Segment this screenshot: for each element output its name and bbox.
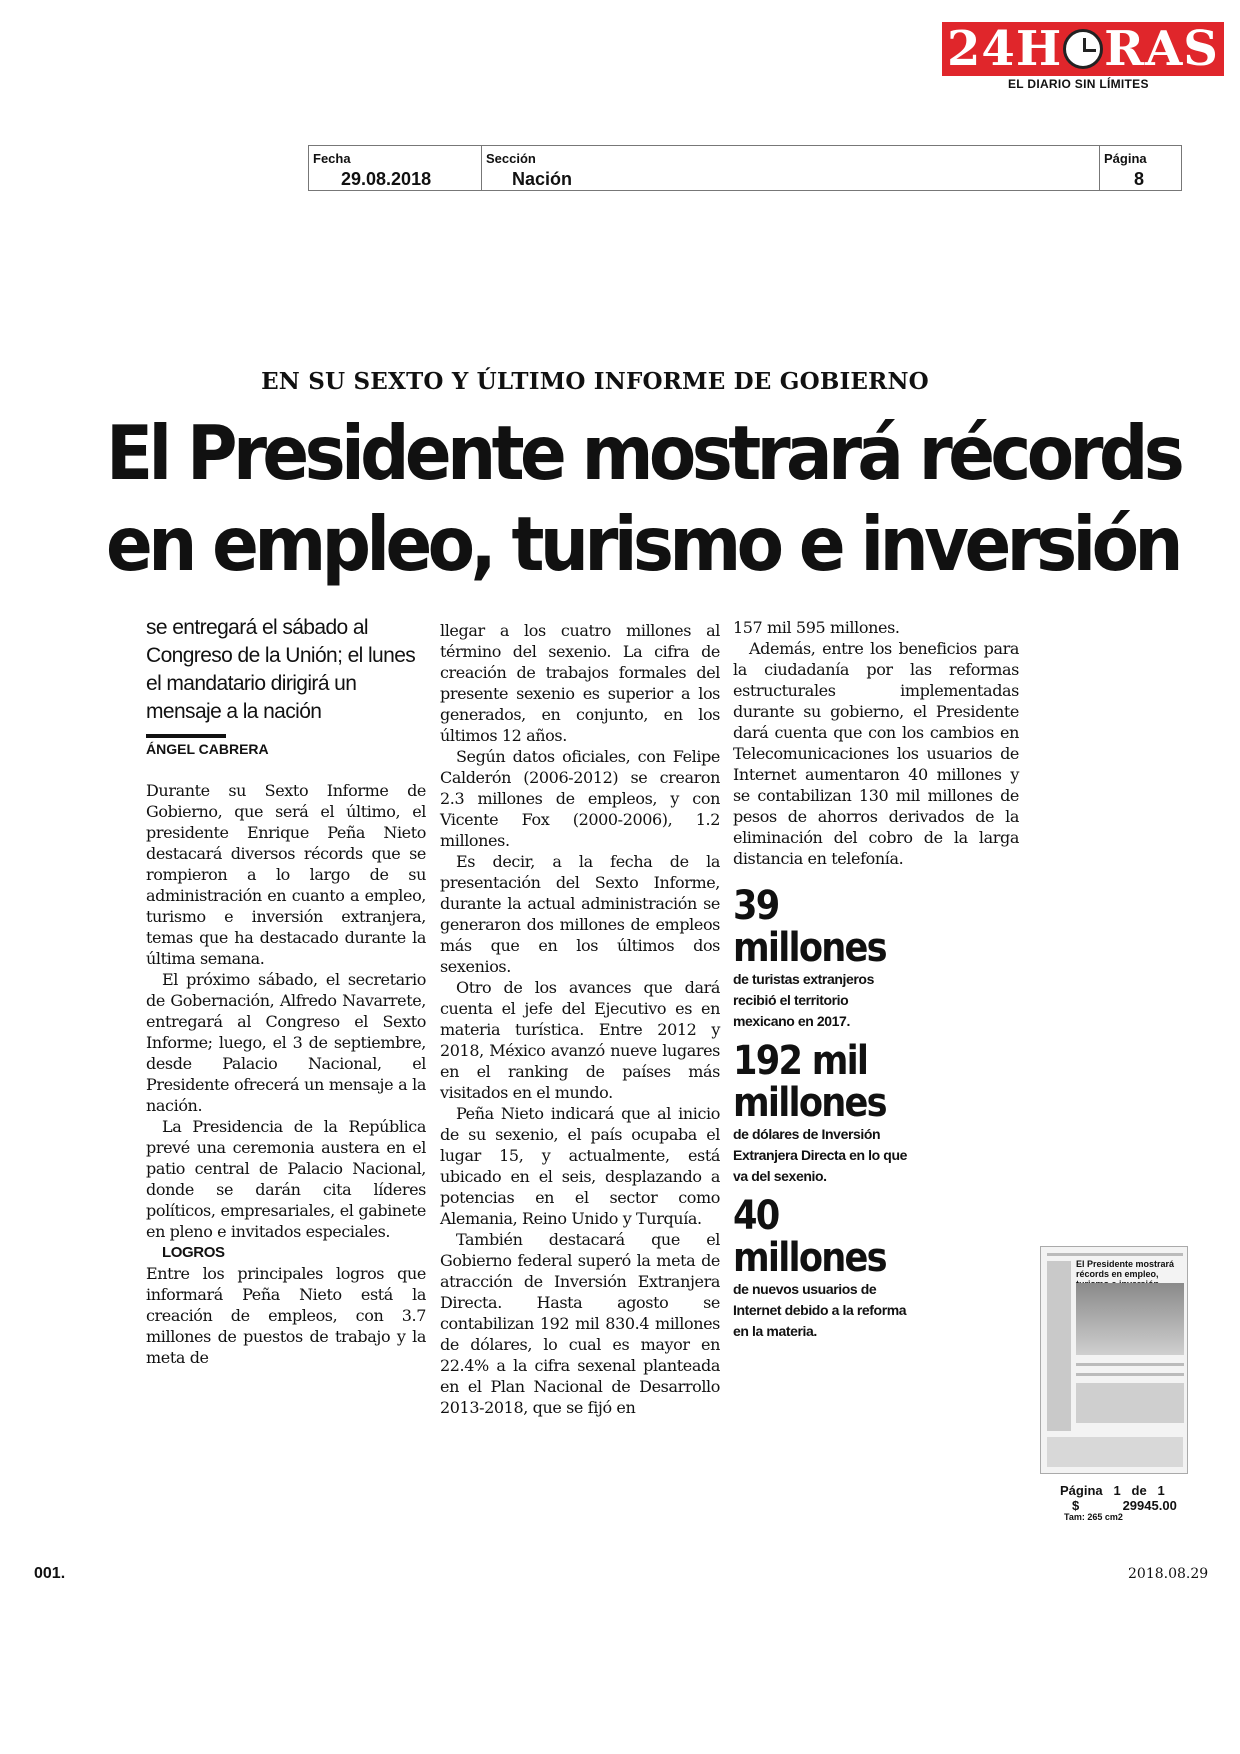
paragraph: Otro de los avances que dará cuenta el jefe del Ejecutivo es en materia turística. Entre 2012 y 2018, México avanzó nueve lugares en el ranking de países más visitados en el mundo. xyxy=(440,978,720,1102)
seccion-label: Sección xyxy=(486,151,536,166)
thumb-line xyxy=(1047,1253,1183,1256)
stat-number: 192 mil xyxy=(733,1038,868,1084)
paragraph: Peña Nieto indicará que al inicio de su sexenio, el país ocupaba el lugar 15, y actualmente, está ubicado en el seis, desplazando a potencias en el sector como Alemania, Reino Unido y Turquía. xyxy=(440,1104,720,1228)
logo-text-left: 24 xyxy=(947,21,1016,77)
stat-number: 40 xyxy=(733,1193,779,1239)
article-column-2 xyxy=(440,620,720,1418)
stat-description: de turistas extranjeros recibió el territorio mexicano en 2017. xyxy=(733,971,874,1029)
page-thumbnail[interactable] xyxy=(1040,1246,1188,1474)
thumb-bottom-band xyxy=(1047,1437,1183,1467)
logo-text-mid: H xyxy=(1015,21,1063,77)
stat-number: 39 xyxy=(733,883,779,929)
paragraph: Entre los principales logros que informará Peña Nieto está la creación de empleos, con 3.7 millones de puestos de trabajo y la meta de xyxy=(146,1264,426,1367)
thumb-price: $ 29945.00 xyxy=(1072,1498,1177,1513)
article-headline xyxy=(106,408,1181,590)
paragraph: El próximo sábado, el secretario de Gobernación, Alfredo Navarrete, entregará al Congreso el Sexto Informe; luego, el 3 de septiembre, desde Palacio Nacional, el Presidente ofrecerá un mensaje a la nación. xyxy=(146,970,426,1115)
paragraph: Además, entre los beneficios para la ciudadanía por las reformas estructurales implementadas durante su gobierno, el Presidente dará cuenta que con los cambios en Telecomunicaciones los usuarios de Internet aumentaron 40 millones y se contabilizan 130 mil millones de pesos de ahorros derivados de la eliminación del cobro de la larga distancia en telefonía. xyxy=(733,639,1019,868)
paragraph: 157 mil 595 millones. xyxy=(733,618,900,637)
newspaper-logo xyxy=(942,22,1224,76)
stat-unit: millones xyxy=(733,1235,886,1281)
footer-index: 001. xyxy=(34,1565,66,1582)
fecha-label: Fecha xyxy=(313,151,351,166)
article-column-3 xyxy=(733,617,1019,869)
headline-line-2: en empleo, turismo e inversión xyxy=(106,500,1179,588)
stat-unit: millones xyxy=(733,1080,886,1126)
stat-unit: millones xyxy=(733,925,886,971)
article-column-1 xyxy=(146,780,426,1368)
paragraph: llegar a los cuatro millones al término del sexenio. La cifra de creación de trabajos formales del presente sexenio es superior a los generados, en conjunto, en los últimos 12 años. xyxy=(440,621,720,745)
stat-block xyxy=(733,1195,913,1342)
thumb-size: Tam: 265 cm2 xyxy=(1064,1512,1123,1522)
stats-sidebar xyxy=(733,885,913,1342)
seccion-value: Nación xyxy=(512,169,573,189)
stat-description: de nuevos usuarios de Internet debido a la reforma en la materia. xyxy=(733,1281,907,1339)
stat-block xyxy=(733,885,913,1032)
meta-pagina xyxy=(1100,146,1181,190)
paragraph: Según datos oficiales, con Felipe Calderón (2006-2012) se crearon 2.3 millones de empleos, y con Vicente Fox (2000-2006), 1.2 millones. xyxy=(440,747,720,850)
logo-tagline: EL DIARIO SIN LÍMITES xyxy=(1008,77,1149,91)
thumb-line xyxy=(1076,1373,1184,1376)
section-heading-logros: LOGROS xyxy=(162,1244,225,1261)
clock-icon xyxy=(1063,29,1103,69)
article-kicker: EN SU SEXTO Y ÚLTIMO INFORME DE GOBIERNO xyxy=(261,368,929,395)
stat-block xyxy=(733,1040,913,1187)
stat-description: de dólares de Inversión Extranjera Directa en lo que va del sexenio. xyxy=(733,1126,907,1184)
logo-text-right: RAS xyxy=(1104,21,1219,77)
thumb-line xyxy=(1076,1363,1184,1366)
paragraph: Es decir, a la fecha de la presentación del Sexto Informe, durante la actual administración se generaron dos millones de empleos más que en los últimos dos sexenios. xyxy=(440,852,720,976)
thumb-column xyxy=(1047,1261,1071,1431)
footer-date: 2018.08.29 xyxy=(1128,1566,1209,1582)
article-byline: ÁNGEL CABRERA xyxy=(146,741,269,757)
paragraph: Durante su Sexto Informe de Gobierno, que será el último, el presidente Enrique Peña Nieto destacará diversos récords que se rompieron a lo largo de su administración en cuanto a empleo, turismo e inversión extranjera, temas que ha destacado durante la última semana. xyxy=(146,781,426,968)
thumb-meta xyxy=(1060,1483,1177,1513)
thumb-photo xyxy=(1076,1283,1184,1355)
thumb-text-block xyxy=(1076,1383,1184,1423)
meta-seccion xyxy=(482,146,1100,190)
byline-rule xyxy=(146,734,226,738)
meta-fecha xyxy=(309,146,482,190)
clipping-meta-table xyxy=(308,145,1182,191)
paragraph: La Presidencia de la República prevé una ceremonia austera en el patio central de Palacio Nacional, donde se darán cita líderes políticos, empresariales, el gabinete en pleno e invitados especiales. xyxy=(146,1117,426,1241)
thumb-pagina: Página 1 de 1 xyxy=(1060,1483,1165,1498)
fecha-value: 29.08.2018 xyxy=(341,169,432,189)
pagina-label: Página xyxy=(1104,151,1147,166)
thumb-title: El Presidente mostrará récords en empleo, xyxy=(1076,1259,1175,1279)
article-subhead: se entregará el sábado al Congreso de la Unión; el lunes el mandatario dirigirá un mensaje a la nación xyxy=(146,616,416,723)
headline-line-1: El Presidente mostrará récords xyxy=(106,409,1181,497)
paragraph: También destacará que el Gobierno federal superó la meta de atracción de Inversión Extranjera Directa. Hasta agosto se contabilizan 192 mil 830.4 millones de dólares, lo cual es mayor en 22.4% a la cifra sexenal planteada en el Plan Nacional de Desarrollo 2013-2018, que se fijó en xyxy=(440,1230,720,1417)
pagina-value: 8 xyxy=(1134,169,1145,189)
